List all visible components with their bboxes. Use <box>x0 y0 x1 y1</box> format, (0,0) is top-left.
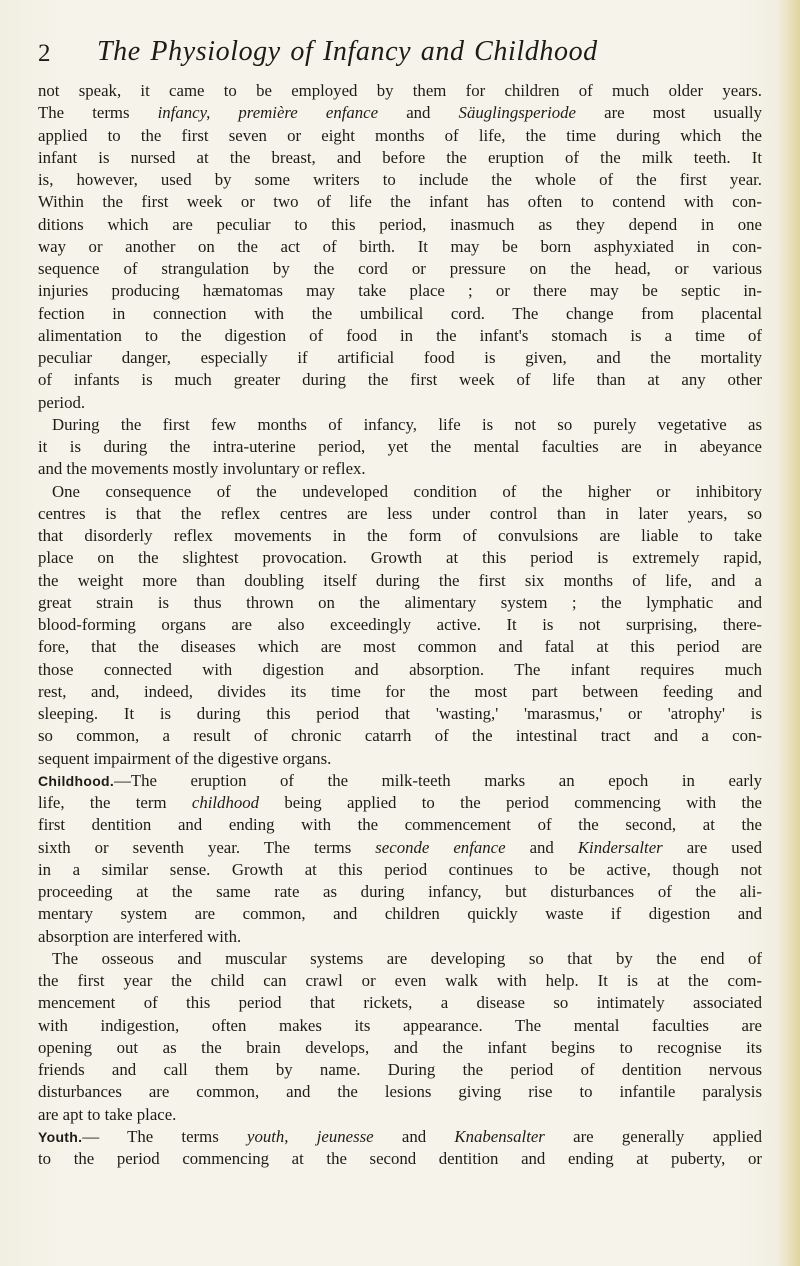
text-line: sleeping. It is during this period that 'wasting,' 'marasmus,' or 'atrophy' is <box>38 704 762 723</box>
text-line: to the period commencing at the second dentition and ending at puberty, or <box>38 1149 762 1168</box>
text-line: are apt to take place. <box>38 1104 177 1124</box>
text-line: opening out as the brain develops, and the infant begins to recognise its <box>38 1037 762 1057</box>
text-line: rest, and, indeed, divides its time for the most part between feeding and <box>38 681 762 701</box>
text-line: so common, a result of chronic catarrh of the intestinal tract and a con- <box>38 726 762 746</box>
text-line: Within the first week or two of life the infant has often to contend with con- <box>38 192 762 212</box>
text-line: sequent impairment of the digestive organs. <box>38 748 332 768</box>
text-line: is, however, used by some writers to include the whole of the first year. <box>38 170 762 189</box>
text-line: that disorderly reflex movements in the form of convulsions are liable to take <box>38 526 762 545</box>
text-line: sixth or seventh year. The terms seconde enfance and Kindersalter are used <box>38 837 762 857</box>
text-line: injuries producing hæmatomas may take place ; or there may be septic in- <box>38 281 762 301</box>
text-line: great strain is thus thrown on the alimentary system ; the lymphatic and <box>38 592 762 612</box>
body-text <box>38 80 762 1170</box>
text-line: disturbances are common, and the lesions giving rise to infantile paralysis <box>38 1082 762 1102</box>
page-header <box>38 30 758 70</box>
text-line: mencement of this period that rickets, a disease so intimately associated <box>38 993 762 1013</box>
text-line: mentary system are common, and children quickly waste if digestion and <box>38 904 762 924</box>
text-line: in a similar sense. Growth at this period continues to be active, though not <box>38 859 762 879</box>
section-heading-youth: Youth. <box>38 1128 83 1145</box>
text-line: Childhood.—The eruption of the milk-teeth marks an epoch in early <box>38 770 762 790</box>
text-line: life, the term childhood being applied to the period commencing with the <box>38 793 762 812</box>
text-line: Youth.— The terms youth, jeunesse and Knabensalter are generally applied <box>38 1126 762 1146</box>
page-edge-shading <box>778 0 800 1266</box>
text-line: ditions which are peculiar to this period, inasmuch as they depend in one <box>38 214 762 234</box>
text-line: period. <box>38 392 86 412</box>
text-line: During the first few months of infancy, life is not so purely vegetative as <box>52 414 762 434</box>
text-line: The terms infancy, première enfance and Säuglingsperiode are most usually <box>38 103 762 123</box>
text-line: infant is nursed at the breast, and before the eruption of the milk teeth. It <box>38 147 762 167</box>
text-line: proceeding at the same rate as during infancy, but disturbances of the ali- <box>38 882 762 901</box>
text-line: with indigestion, often makes its appearance. The mental faculties are <box>38 1015 762 1035</box>
text-line: peculiar danger, especially if artificial food is given, and the mortality <box>38 348 762 367</box>
text-line: it is during the intra-uterine period, yet the mental faculties are in abeyance <box>38 437 762 456</box>
text-line: place on the slightest provocation. Growth at this period is extremely rapid, <box>38 548 762 568</box>
text-line: fection in connection with the umbilical cord. The change from placental <box>38 303 762 323</box>
text-line: applied to the first seven or eight months of life, the time during which the <box>38 125 762 145</box>
section-heading-childhood: Childhood. <box>38 772 115 789</box>
text-line: fore, that the diseases which are most common and fatal at this period are <box>38 637 762 657</box>
text-line: One consequence of the undeveloped condition of the higher or inhibitory <box>52 481 762 501</box>
text-line: alimentation to the digestion of food in the infant's stomach is a time of <box>38 325 762 345</box>
text-line: the first year the child can crawl or even walk with help. It is at the com- <box>38 971 762 990</box>
text-line: centres is that the reflex centres are less under control than in later years, so <box>38 503 762 523</box>
text-line: those connected with digestion and absorption. The infant requires much <box>38 659 762 679</box>
text-line: not speak, it came to be employed by them for children of much older years. <box>38 81 762 100</box>
running-head: The Physiology of Infancy and Childhood <box>97 36 598 67</box>
text-line: sequence of strangulation by the cord or pressure on the head, or various <box>38 259 762 278</box>
text-line: The osseous and muscular systems are developing so that by the end of <box>52 948 762 968</box>
text-line: of infants is much greater during the first week of life than at any other <box>38 370 762 390</box>
page-number: 2 <box>38 40 51 67</box>
text-line: blood-forming organs are also exceedingly active. It is not surprising, there- <box>38 615 762 634</box>
text-line: the weight more than doubling itself during the first six months of life, and a <box>38 570 762 590</box>
text-line: and the movements mostly involuntary or reflex. <box>38 459 366 479</box>
text-line: friends and call them by name. During the period of dentition nervous <box>38 1060 762 1079</box>
text-line: first dentition and ending with the commencement of the second, at the <box>38 815 762 835</box>
text-line: absorption are interfered with. <box>38 926 242 946</box>
text-line: way or another on the act of birth. It may be born asphyxiated in con- <box>38 236 762 256</box>
